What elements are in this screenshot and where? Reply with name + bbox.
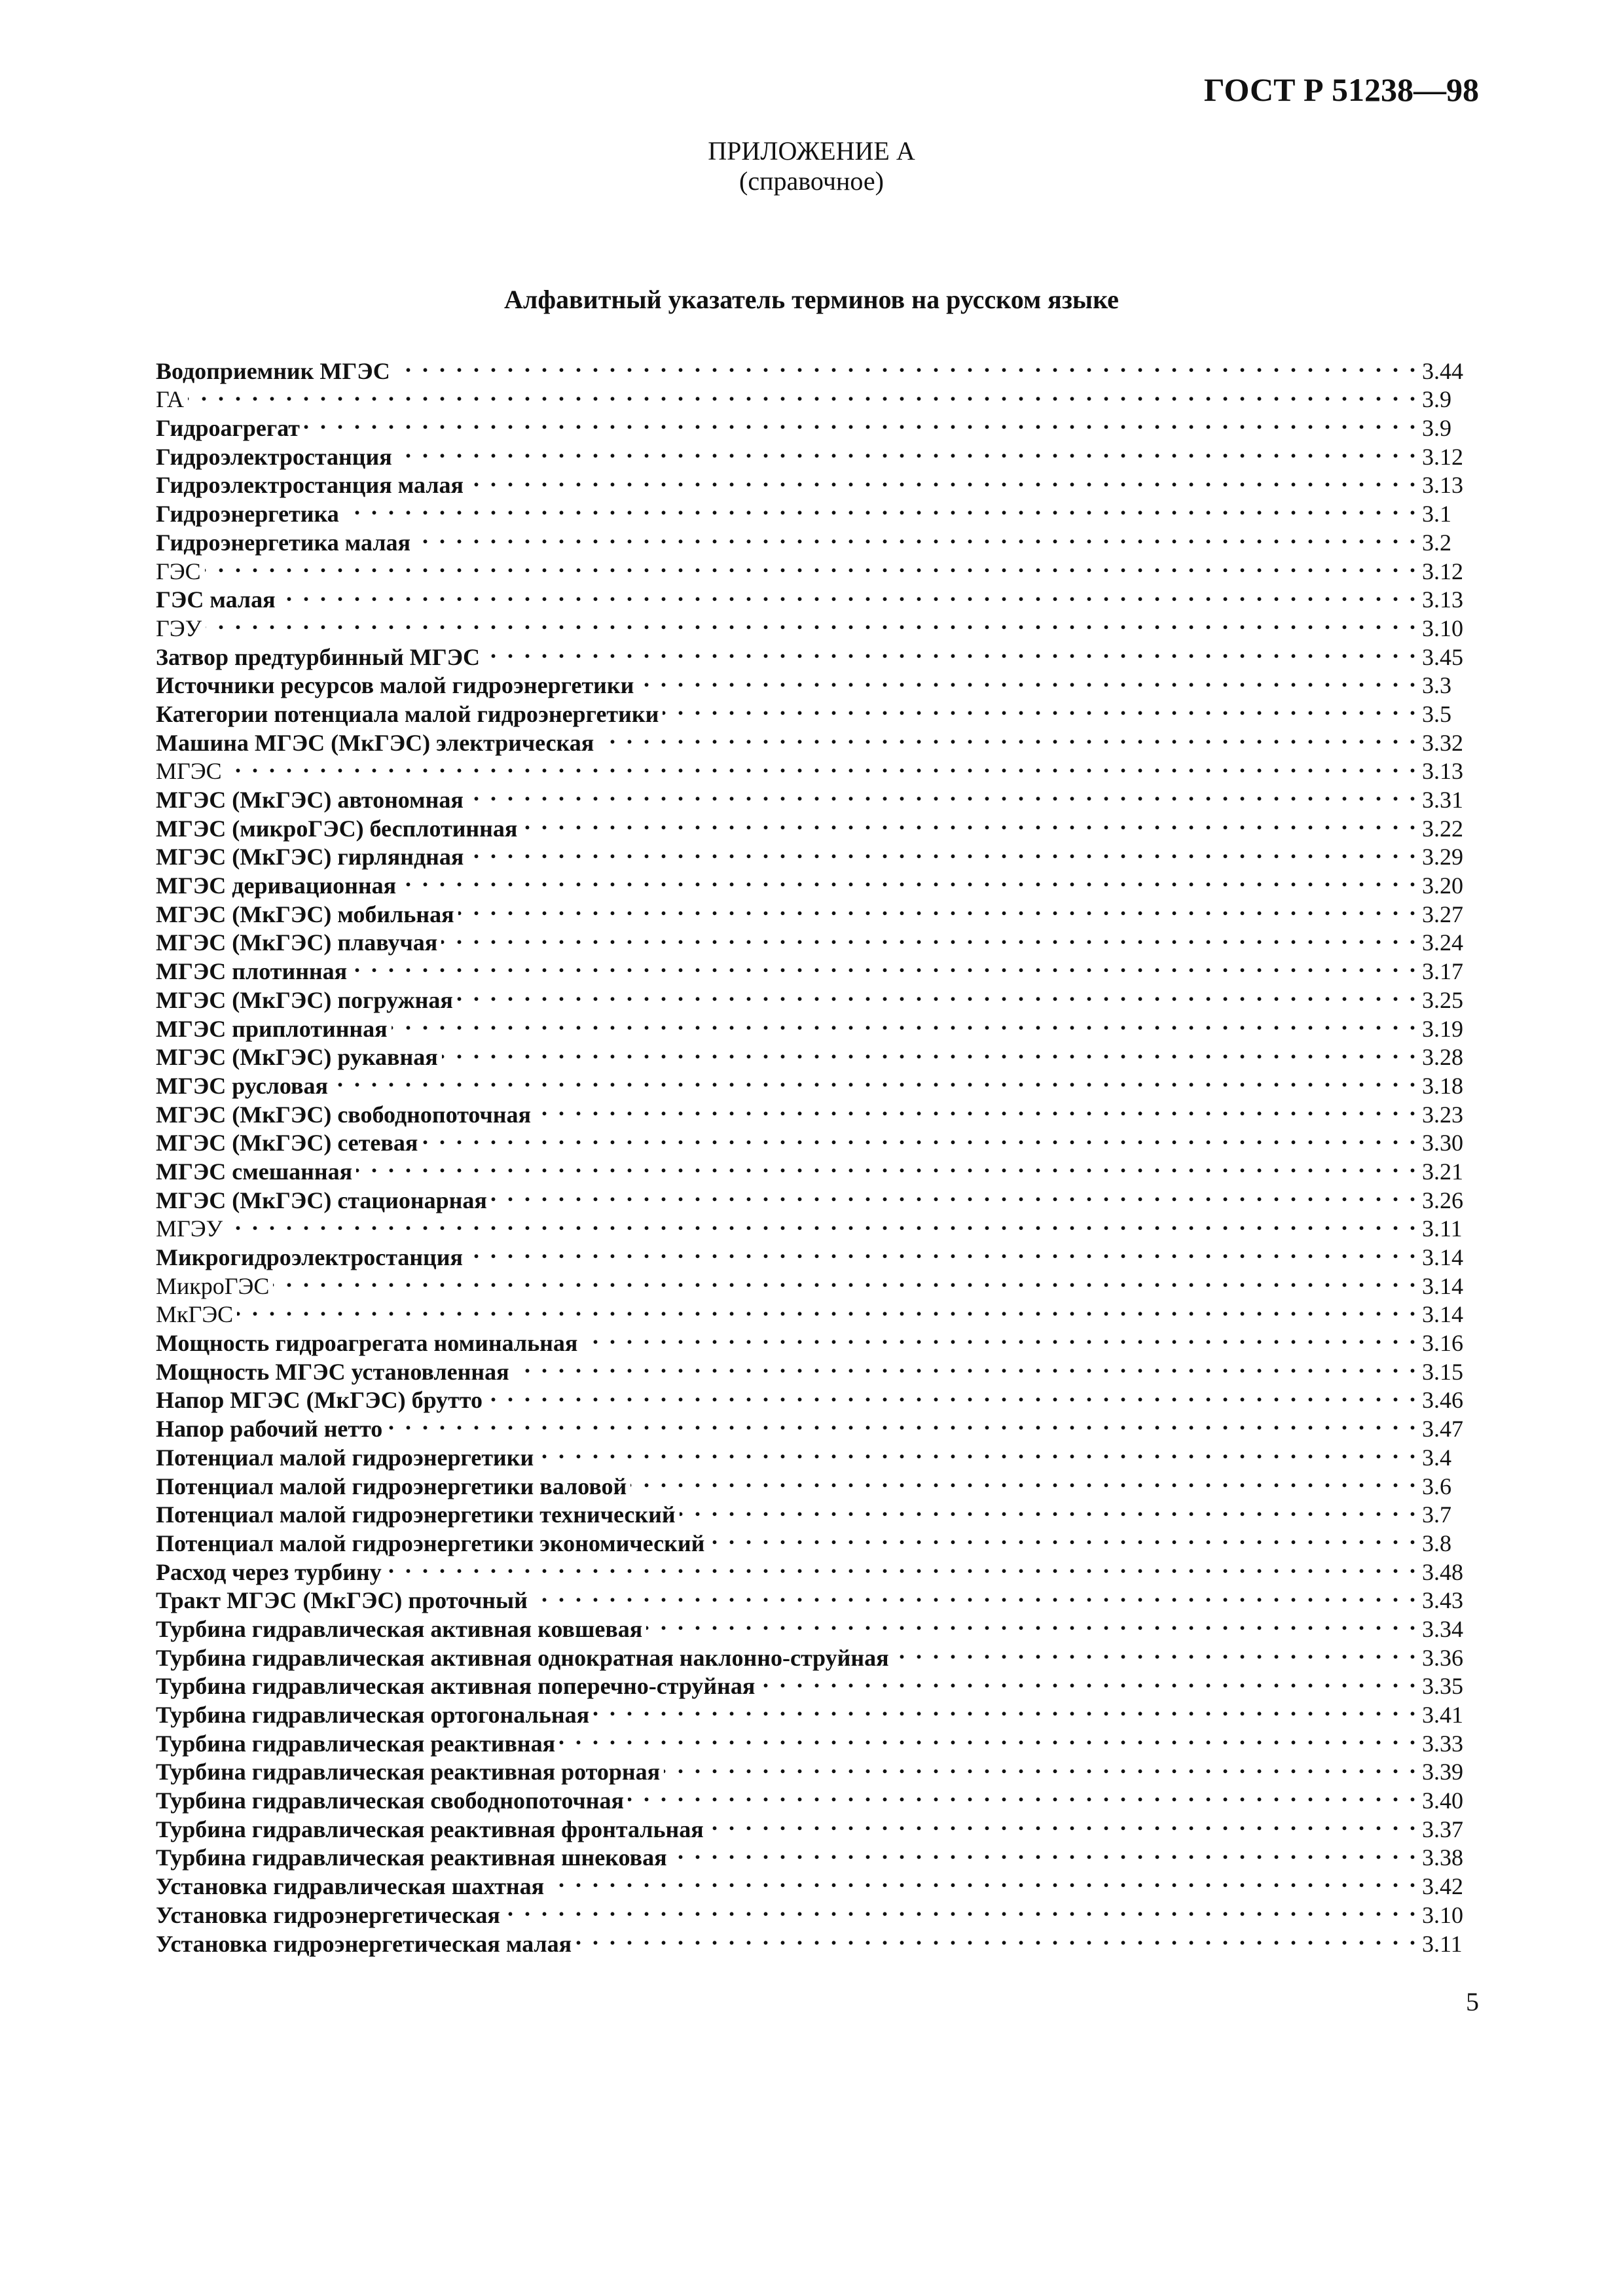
- index-reference: 3.13: [1422, 472, 1463, 499]
- index-reference: 3.39: [1422, 1759, 1463, 1785]
- term-index-list: [156, 350, 1473, 1957]
- dot-leader: [486, 1380, 1418, 1408]
- index-term: Потенциал малой гидроэнергетики экономический: [156, 1530, 705, 1556]
- index-term: МГЭС деривационная: [156, 872, 397, 899]
- index-term: Потенциал малой гидроэнергетики валовой: [156, 1473, 627, 1499]
- index-entry: [156, 550, 1473, 584]
- dot-leader: [504, 1894, 1418, 1923]
- index-reference: 3.11: [1422, 1215, 1463, 1242]
- dot-leader: [205, 550, 1418, 579]
- dot-leader: [467, 779, 1418, 808]
- index-term: Установка гидроэнергетическая малая: [156, 1930, 572, 1957]
- index-term: Установка гидроэнергетическая: [156, 1901, 500, 1928]
- index-reference: 3.19: [1422, 1015, 1463, 1042]
- index-reference: 3.10: [1422, 615, 1463, 641]
- dot-leader: [386, 1408, 1418, 1437]
- appendix-title: ПРИЛОЖЕНИЕ А: [708, 136, 915, 166]
- index-entry: [156, 407, 1473, 442]
- page-number: 5: [1466, 1987, 1479, 2017]
- dot-leader: [280, 579, 1418, 608]
- index-term: Расход через турбину: [156, 1558, 382, 1585]
- index-term: МГЭС: [156, 758, 222, 785]
- index-term: МГЭС (МкГЭС) автономная: [156, 787, 464, 813]
- index-term: МГЭС приплотинная: [156, 1015, 388, 1042]
- dot-leader: [484, 636, 1418, 665]
- index-term: Напор МГЭС (МкГЭС) брутто: [156, 1387, 483, 1414]
- index-reference: 3.28: [1422, 1044, 1463, 1071]
- index-term: ГЭУ: [156, 615, 202, 641]
- appendix-heading: [0, 136, 1623, 196]
- index-reference: 3.13: [1422, 586, 1463, 613]
- index-term: Гидроагрегат: [156, 415, 300, 442]
- dot-leader: [458, 893, 1418, 922]
- index-term: Мощность МГЭС установленная: [156, 1358, 509, 1385]
- index-entry: [156, 493, 1473, 528]
- index-reference: 3.48: [1422, 1558, 1463, 1585]
- dot-leader: [442, 1037, 1418, 1066]
- index-term: Турбина гидравлическая свободнопоточная: [156, 1787, 625, 1814]
- index-reference: 3.37: [1422, 1816, 1463, 1842]
- index-reference: 3.44: [1422, 357, 1463, 384]
- index-term: МГЭС (МкГЭС) сетевая: [156, 1130, 418, 1157]
- index-reference: 3.24: [1422, 929, 1463, 956]
- dot-leader: [351, 950, 1418, 979]
- dot-leader: [188, 379, 1418, 408]
- dot-leader: [491, 1179, 1418, 1208]
- dot-leader: [664, 1751, 1418, 1780]
- index-term: Потенциал малой гидроэнергетики: [156, 1444, 534, 1471]
- index-reference: 3.26: [1422, 1187, 1463, 1213]
- dot-leader: [671, 1837, 1418, 1866]
- index-reference: 3.31: [1422, 787, 1463, 813]
- index-reference: 3.40: [1422, 1787, 1463, 1814]
- index-term: Категории потенциала малой гидроэнергетики: [156, 700, 659, 727]
- dot-leader: [521, 808, 1418, 836]
- index-entry: [156, 1094, 1473, 1128]
- dot-leader: [548, 1865, 1418, 1894]
- dot-leader: [708, 1522, 1418, 1551]
- index-term: Турбина гидравлическая активная поперечно-струйная: [156, 1673, 756, 1700]
- dot-leader: [646, 1608, 1418, 1637]
- index-entry: [156, 636, 1473, 670]
- index-entry: [156, 950, 1473, 985]
- index-reference: 3.25: [1422, 986, 1463, 1013]
- index-reference: 3.30: [1422, 1130, 1463, 1157]
- index-entry: [156, 979, 1473, 1013]
- dot-leader: [708, 1808, 1418, 1837]
- index-reference: 3.35: [1422, 1673, 1463, 1700]
- index-term: МГЭУ: [156, 1215, 223, 1242]
- index-term: Установка гидравлическая шахтная: [156, 1873, 545, 1900]
- index-term: МГЭС (МкГЭС) стационарная: [156, 1187, 487, 1213]
- dot-leader: [581, 1322, 1418, 1351]
- index-reference: 3.1: [1422, 501, 1451, 528]
- index-reference: 3.45: [1422, 643, 1463, 670]
- dot-leader: [422, 1122, 1418, 1151]
- index-entry: [156, 1265, 1473, 1299]
- index-reference: 3.5: [1422, 700, 1451, 727]
- appendix-subtitle: (справочное): [739, 166, 884, 196]
- index-term: Турбина гидравлическая активная однократная наклонно-струйная: [156, 1644, 889, 1671]
- index-reference: 3.6: [1422, 1473, 1451, 1499]
- index-term: Тракт МГЭС (МкГЭС) проточный: [156, 1587, 528, 1614]
- dot-leader: [663, 693, 1418, 722]
- dot-leader: [343, 493, 1418, 522]
- dot-leader: [414, 522, 1418, 550]
- index-term: Гидроэлектростанция: [156, 443, 392, 470]
- index-reference: 3.42: [1422, 1873, 1463, 1900]
- index-entry: [156, 522, 1473, 556]
- dot-leader: [457, 979, 1418, 1008]
- index-title: Алфавитный указатель терминов на русском языке: [504, 285, 1119, 314]
- index-term: Турбина гидравлическая реактивная фронтальная: [156, 1816, 704, 1842]
- index-term: Турбина гидравлическая активная ковшевая: [156, 1615, 643, 1642]
- dot-leader: [394, 350, 1418, 379]
- index-term: ГЭС: [156, 558, 201, 584]
- index-reference: 3.8: [1422, 1530, 1451, 1556]
- index-reference: 3.23: [1422, 1101, 1463, 1128]
- index-term: Напор рабочий нетто: [156, 1416, 383, 1443]
- dot-leader: [441, 922, 1418, 951]
- index-reference: 3.22: [1422, 815, 1463, 842]
- index-reference: 3.33: [1422, 1730, 1463, 1757]
- index-reference: 3.16: [1422, 1330, 1463, 1357]
- dot-leader: [467, 1236, 1418, 1265]
- index-term: Гидроэнергетика малая: [156, 529, 410, 556]
- index-entry: [156, 350, 1473, 384]
- index-reference: 3.9: [1422, 415, 1451, 442]
- dot-leader: [226, 751, 1418, 780]
- index-reference: 3.14: [1422, 1272, 1463, 1299]
- dot-leader: [638, 665, 1418, 694]
- index-reference: 3.20: [1422, 872, 1463, 899]
- dot-leader: [396, 436, 1418, 465]
- index-reference: 3.14: [1422, 1244, 1463, 1270]
- index-reference: 3.7: [1422, 1501, 1451, 1528]
- dot-leader: [386, 1551, 1418, 1580]
- index-term: Водоприемник МГЭС: [156, 357, 390, 384]
- dot-leader: [467, 465, 1418, 493]
- index-reference: 3.41: [1422, 1702, 1463, 1728]
- dot-leader: [332, 1065, 1418, 1094]
- index-reference: 3.9: [1422, 386, 1451, 413]
- dot-leader: [759, 1666, 1418, 1695]
- index-entry: [156, 1208, 1473, 1242]
- index-term: Потенциал малой гидроэнергетики технический: [156, 1501, 676, 1528]
- index-reference: 3.10: [1422, 1901, 1463, 1928]
- index-reference: 3.38: [1422, 1844, 1463, 1871]
- index-term: МГЭС (МкГЭС) погружная: [156, 986, 453, 1013]
- index-term: Турбина гидравлическая ортогональная: [156, 1702, 590, 1728]
- index-term: Источники ресурсов малой гидроэнергетики: [156, 672, 634, 699]
- index-term: Мощность гидроагрегата номинальная: [156, 1330, 578, 1357]
- index-reference: 3.13: [1422, 758, 1463, 785]
- dot-leader: [575, 1923, 1418, 1952]
- index-reference: 3.14: [1422, 1301, 1463, 1328]
- index-reference: 3.11: [1422, 1930, 1463, 1957]
- index-entry: [156, 607, 1473, 641]
- index-reference: 3.32: [1422, 729, 1463, 756]
- index-reference: 3.47: [1422, 1416, 1463, 1443]
- index-term: Турбина гидравлическая реактивная: [156, 1730, 556, 1757]
- index-term: ГА: [156, 386, 184, 413]
- index-term: Гидроэлектростанция малая: [156, 472, 464, 499]
- dot-leader: [356, 1151, 1418, 1179]
- index-entry: [156, 379, 1473, 413]
- index-term: Гидроэнергетика: [156, 501, 339, 528]
- index-term: МкГЭС: [156, 1301, 234, 1328]
- index-term: Машина МГЭС (МкГЭС) электрическая: [156, 729, 594, 756]
- index-term: ГЭС малая: [156, 586, 276, 613]
- index-term: МГЭС (МкГЭС) плавучая: [156, 929, 438, 956]
- dot-leader: [593, 1694, 1418, 1723]
- index-reference: 3.46: [1422, 1387, 1463, 1414]
- index-reference: 3.3: [1422, 672, 1451, 699]
- index-reference: 3.18: [1422, 1072, 1463, 1099]
- index-term: МГЭС (микроГЭС) бесплотинная: [156, 815, 518, 842]
- index-reference: 3.4: [1422, 1444, 1451, 1471]
- document-id: ГОСТ Р 51238—98: [1203, 71, 1479, 108]
- index-reference: 3.34: [1422, 1615, 1463, 1642]
- dot-leader: [513, 1351, 1418, 1380]
- dot-leader: [467, 836, 1418, 865]
- dot-leader: [893, 1637, 1418, 1666]
- dot-leader: [392, 1008, 1418, 1037]
- index-term: Турбина гидравлическая реактивная роторная: [156, 1759, 661, 1785]
- dot-leader: [559, 1723, 1418, 1751]
- index-reference: 3.12: [1422, 558, 1463, 584]
- index-term: МГЭС русловая: [156, 1072, 328, 1099]
- dot-leader: [538, 1437, 1418, 1465]
- index-entry: [156, 1322, 1473, 1357]
- index-term: МикроГЭС: [156, 1272, 270, 1299]
- index-entry: [156, 1065, 1473, 1099]
- index-term: МГЭС плотинная: [156, 958, 348, 985]
- index-reference: 3.12: [1422, 443, 1463, 470]
- dot-leader: [630, 1465, 1418, 1494]
- index-term: МГЭС (МкГЭС) гирляндная: [156, 844, 464, 870]
- dot-leader: [304, 407, 1418, 436]
- dot-leader: [400, 865, 1418, 893]
- index-term: МГЭС (МкГЭС) свободнопоточная: [156, 1101, 531, 1128]
- index-reference: 3.36: [1422, 1644, 1463, 1671]
- index-reference: 3.17: [1422, 958, 1463, 985]
- index-term: МГЭС (МкГЭС) мобильная: [156, 901, 454, 927]
- index-reference: 3.21: [1422, 1158, 1463, 1185]
- dot-leader: [273, 1265, 1418, 1294]
- index-reference: 3.27: [1422, 901, 1463, 927]
- index-entry: [156, 436, 1473, 470]
- index-reference: 3.15: [1422, 1358, 1463, 1385]
- dot-leader: [598, 722, 1418, 751]
- index-entry: [156, 1236, 1473, 1270]
- dot-leader: [206, 607, 1418, 636]
- dot-leader: [237, 1294, 1418, 1323]
- dot-leader: [532, 1580, 1418, 1609]
- index-term: Микрогидроэлектростанция: [156, 1244, 464, 1270]
- index-reference: 3.2: [1422, 529, 1451, 556]
- index-reference: 3.29: [1422, 844, 1463, 870]
- index-entry: [156, 779, 1473, 813]
- index-entry: [156, 751, 1473, 785]
- index-term: Турбина гидравлическая реактивная шнековая: [156, 1844, 667, 1871]
- dot-leader: [227, 1208, 1418, 1237]
- index-reference: 3.43: [1422, 1587, 1463, 1614]
- index-term: МГЭС смешанная: [156, 1158, 353, 1185]
- dot-leader: [628, 1780, 1418, 1808]
- dot-leader: [680, 1494, 1418, 1523]
- index-term: МГЭС (МкГЭС) рукавная: [156, 1044, 438, 1071]
- index-entry: [156, 1294, 1473, 1328]
- index-entry: [156, 579, 1473, 613]
- dot-leader: [535, 1094, 1418, 1122]
- index-term: Затвор предтурбинный МГЭС: [156, 643, 481, 670]
